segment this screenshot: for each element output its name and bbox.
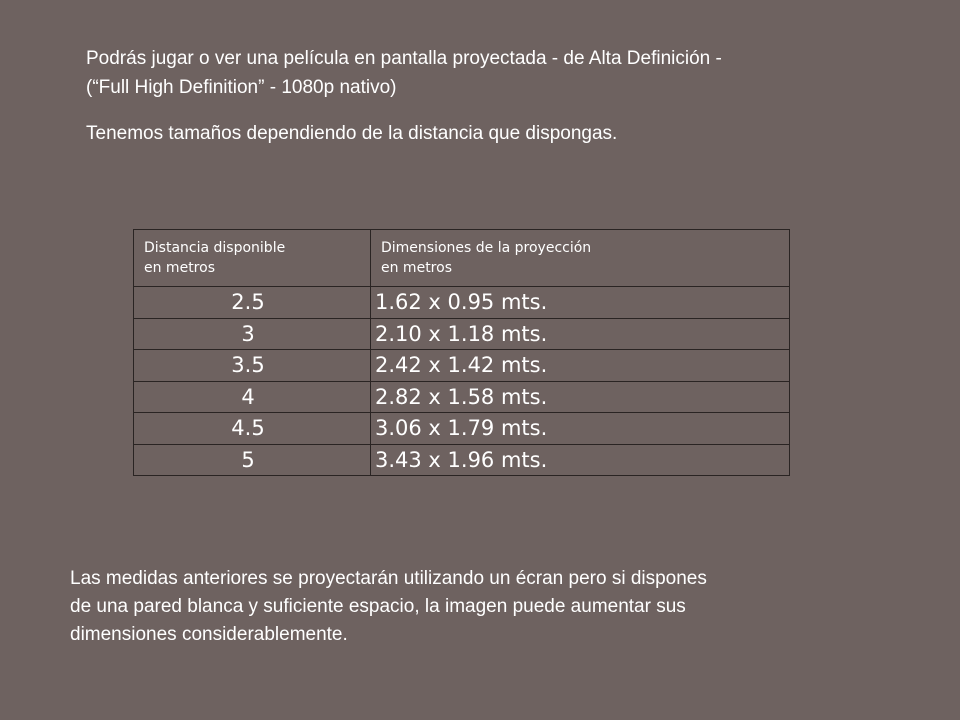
table-row: [134, 381, 790, 413]
outro-line-2: de una pared blanca y suficiente espacio, la imagen puede aumentar sus: [70, 596, 686, 617]
distance-cell: 5: [134, 444, 371, 476]
dimensions-cell: 2.82 x 1.58 mts.: [371, 381, 790, 413]
distance-header-line-1: Distancia disponible: [144, 240, 286, 256]
intro-line-2: (“Full High Definition” - 1080p nativo): [86, 77, 397, 98]
intro-line-3: Tenemos tamaños dependiendo de la distancia que dispongas.: [86, 123, 618, 144]
distance-header-line-2: en metros: [144, 260, 215, 276]
projection-size-table: [133, 229, 790, 476]
distance-cell: 4: [134, 381, 371, 413]
table-row: [134, 350, 790, 382]
dimensions-cell: 2.10 x 1.18 mts.: [371, 318, 790, 350]
intro-line-1: Podrás jugar o ver una película en pantalla proyectada - de Alta Definición -: [86, 48, 722, 69]
outro-line-1: Las medidas anteriores se proyectarán utilizando un écran pero si dispones: [70, 568, 707, 589]
outro-line-3: dimensiones considerablemente.: [70, 624, 348, 645]
table-row: [134, 318, 790, 350]
distance-cell: 3: [134, 318, 371, 350]
distance-cell: 3.5: [134, 350, 371, 382]
dimensions-column-header: [371, 230, 790, 287]
dimensions-cell: 3.43 x 1.96 mts.: [371, 444, 790, 476]
table-row: [134, 444, 790, 476]
distance-cell: 4.5: [134, 413, 371, 445]
distance-cell: 2.5: [134, 287, 371, 319]
dimensions-cell: 3.06 x 1.79 mts.: [371, 413, 790, 445]
dimensions-header-line-2: en metros: [381, 260, 452, 276]
table-row: [134, 287, 790, 319]
dimensions-cell: 1.62 x 0.95 mts.: [371, 287, 790, 319]
outro-text-block: [70, 565, 910, 649]
table-row: [134, 413, 790, 445]
table-header-row: [134, 230, 790, 287]
dimensions-cell: 2.42 x 1.42 mts.: [371, 350, 790, 382]
intro-text-block: [86, 44, 936, 148]
dimensions-header-line-1: Dimensiones de la proyección: [381, 240, 592, 256]
distance-column-header: [134, 230, 371, 287]
